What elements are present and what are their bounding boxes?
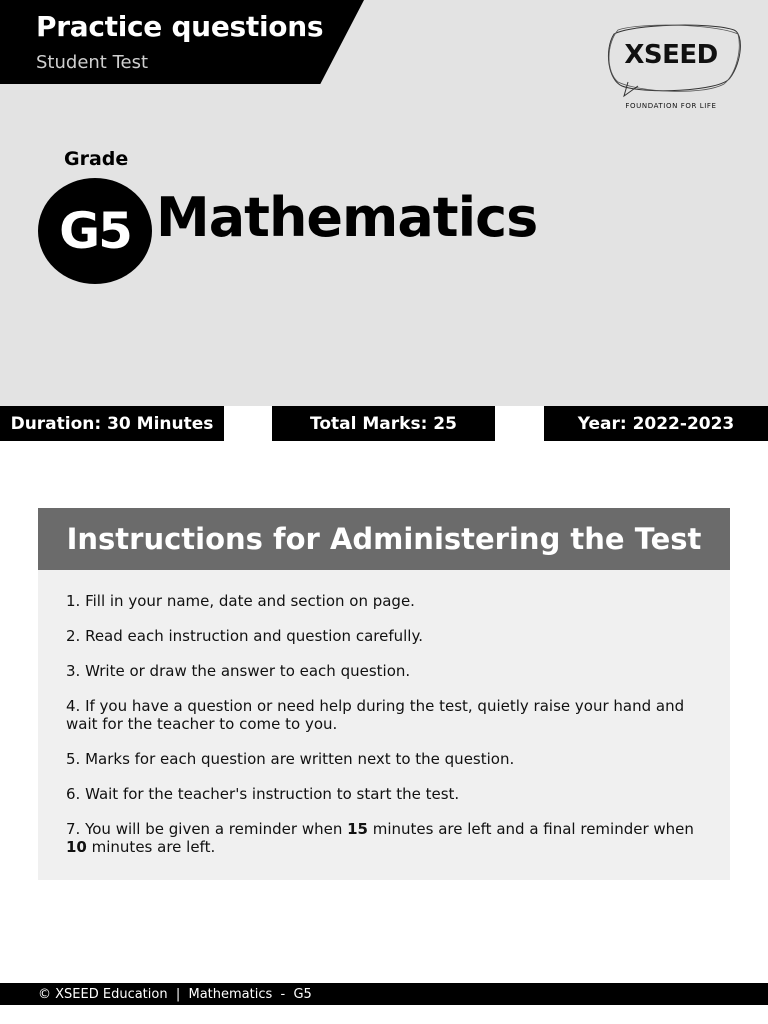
instruction-item	[66, 820, 702, 856]
page-title: Practice questions	[36, 10, 324, 43]
instruction-item: 5. Marks for each question are written next to the question.	[66, 750, 515, 768]
instruction-item: 2. Read each instruction and question carefully.	[66, 627, 423, 645]
grade-badge: G5	[38, 178, 152, 284]
logo-wordmark: XSEED	[624, 40, 718, 70]
instruction-text: 7. You will be given a reminder when	[66, 820, 348, 838]
total-marks-box: Total Marks: 25	[272, 406, 495, 441]
instruction-item: 4. If you have a question or need help during the test, quietly raise your hand and wait for the teacher to come to you.	[66, 697, 685, 733]
instruction-item: 1. Fill in your name, date and section on page.	[66, 592, 415, 610]
instruction-item: 3. Write or draw the answer to each question.	[66, 662, 411, 680]
instruction-text: minutes are left.	[86, 838, 216, 856]
reminder-final-minutes: 10	[66, 838, 87, 856]
logo-tagline: FOUNDATION FOR LIFE	[625, 102, 717, 110]
grade-label: Grade	[64, 148, 129, 170]
footer: © XSEED Education | Mathematics - G5	[0, 983, 768, 1005]
instructions-title: Instructions for Administering the Test	[38, 508, 730, 570]
xseed-logo	[602, 22, 744, 117]
instruction-item: 6. Wait for the teacher's instruction to start the test.	[66, 785, 460, 803]
instruction-text: minutes are left and a final reminder when	[367, 820, 694, 838]
subject-title: Mathematics	[156, 186, 538, 249]
page-subtitle: Student Test	[36, 52, 149, 73]
instructions-list	[38, 570, 730, 856]
instructions-panel	[38, 508, 730, 880]
reminder-first-minutes: 15	[347, 820, 368, 838]
year-box: Year: 2022-2023	[544, 406, 768, 441]
duration-box: Duration: 30 Minutes	[0, 406, 224, 441]
